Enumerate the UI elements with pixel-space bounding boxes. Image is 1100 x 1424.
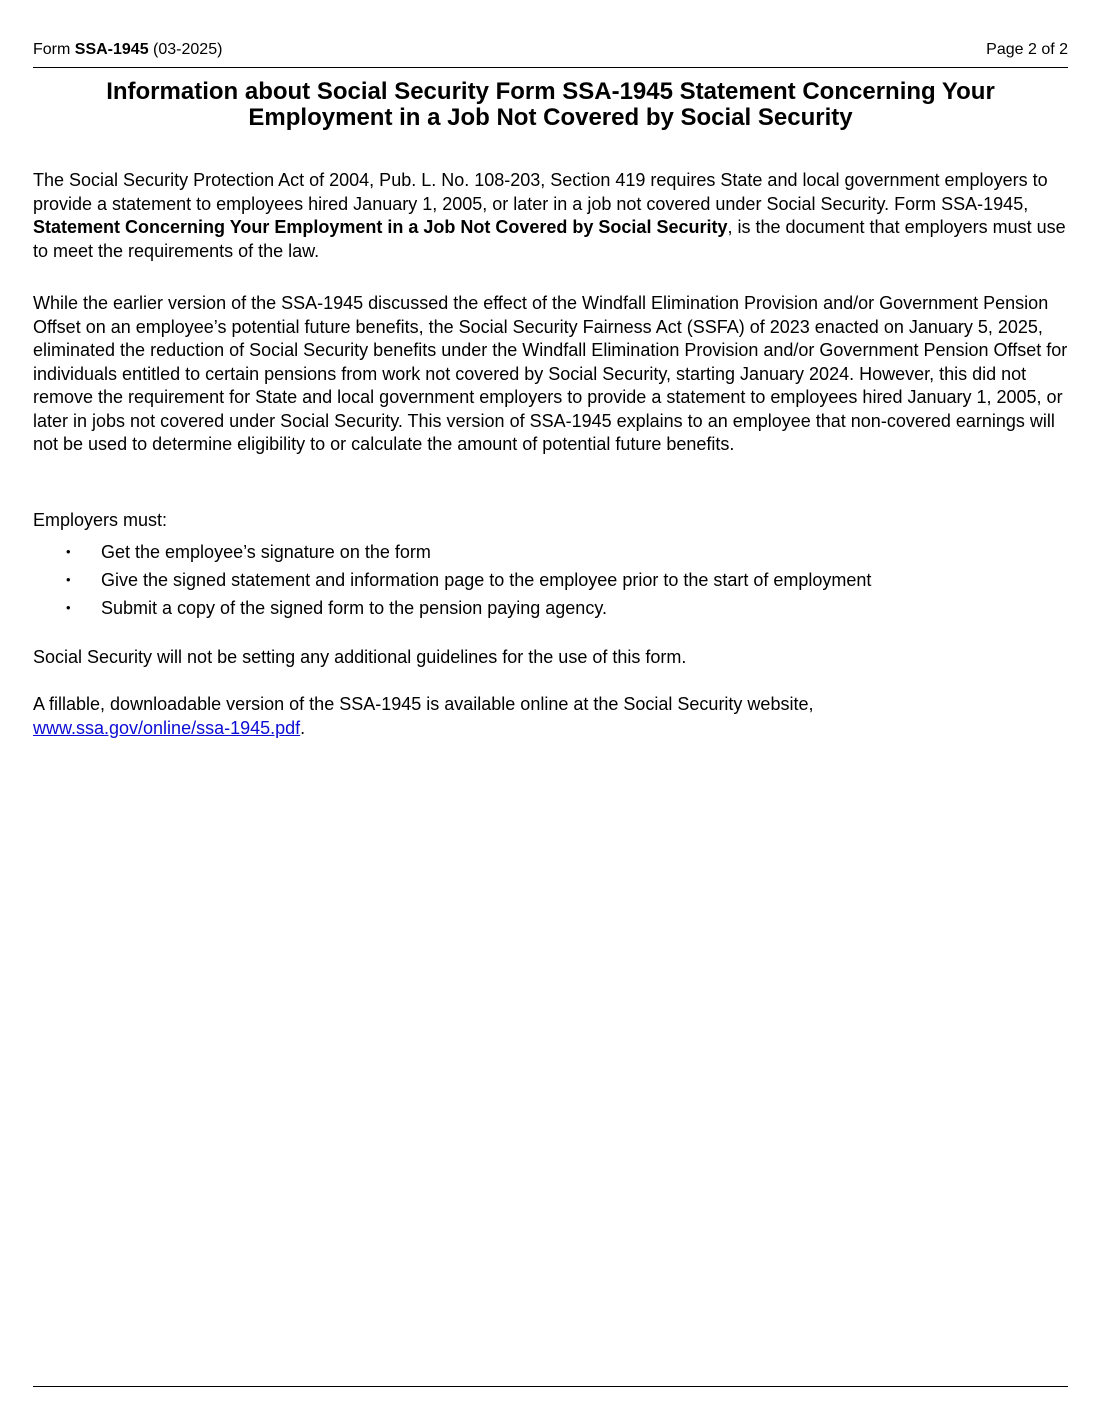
- ssfa-paragraph: While the earlier version of the SSA-1945 discussed the effect of the Windfall Elimination Provision and/or Government Pension Offset on an employee’s potential future benefits, the Social Security Fairness Act (SSFA) of 2023 enacted on January 5, 2025, eliminated the reduction of Social Security benefits under the Windfall Elimination Provision and/or Government Pension Offset for individuals entitled to certain pensions from work not covered by Social Security, starting January 2024. However, this did not remove the requirement for State and local government employers to provide a statement to employees hired January 1, 2005, or later in jobs not covered under Social Security. This version of SSA-1945 explains to an employee that non-covered earnings will not be used to determine eligibility to or calculate the amount of potential future benefits.: [33, 293, 1068, 454]
- title-line-1: Information about Social Security Form SSA-1945 Statement Concerning Your: [106, 78, 995, 105]
- employers-intro: Employers must:: [33, 510, 168, 530]
- header-divider: [33, 67, 1068, 68]
- form-number: SSA-1945: [74, 41, 149, 58]
- intro-text-start: The Social Security Protection Act of 2004, Pub. L. No. 108-203, Section 419 requires State and local government employers to provide a statement to employees hired January 1, 2005, or later in a job not covered under Social Security. Form SSA-1945,: [33, 170, 1048, 214]
- list-item: [33, 594, 1068, 622]
- employer-requirements-list: [33, 538, 1068, 622]
- download-text: A fillable, downloadable version of the SSA-1945 is available online at the Social Security website,: [33, 694, 814, 714]
- form-full-title: Statement Concerning Your Employment in a Job Not Covered by Social Security: [33, 217, 728, 237]
- bullet-icon: •: [66, 572, 71, 587]
- bullet-icon: •: [66, 600, 71, 615]
- list-item-text: Submit a copy of the signed form to the pension paying agency.: [101, 598, 607, 618]
- list-item: [33, 566, 1068, 594]
- download-period: .: [300, 717, 306, 738]
- title-line-2: Employment in a Job Not Covered by Social Security: [248, 104, 853, 131]
- form-identifier: [33, 38, 222, 62]
- list-item-text: Give the signed statement and information page to the employee prior to the start of employment: [101, 570, 872, 590]
- ssa-form-link[interactable]: www.ssa.gov/online/ssa-1945.pdf: [33, 717, 301, 738]
- form-edition: (03-2025): [148, 41, 223, 58]
- list-item: [33, 538, 1068, 566]
- page-header: [33, 38, 1068, 62]
- bullet-icon: •: [66, 544, 71, 559]
- page-number: Page 2 of 2: [986, 41, 1068, 58]
- intro-paragraph: [33, 169, 1068, 263]
- guidelines-paragraph: Social Security will not be setting any additional guidelines for the use of this form.: [33, 647, 687, 667]
- document-page: [33, 0, 1068, 1424]
- footer-divider: [33, 1386, 1068, 1387]
- page-title: [33, 79, 1068, 131]
- form-prefix: Form: [33, 41, 75, 58]
- list-item-text: Get the employee’s signature on the form: [101, 542, 431, 562]
- intro-text-end: , is the document that employers must use to meet the requirements of the law.: [33, 217, 1066, 261]
- download-paragraph: [33, 693, 1068, 740]
